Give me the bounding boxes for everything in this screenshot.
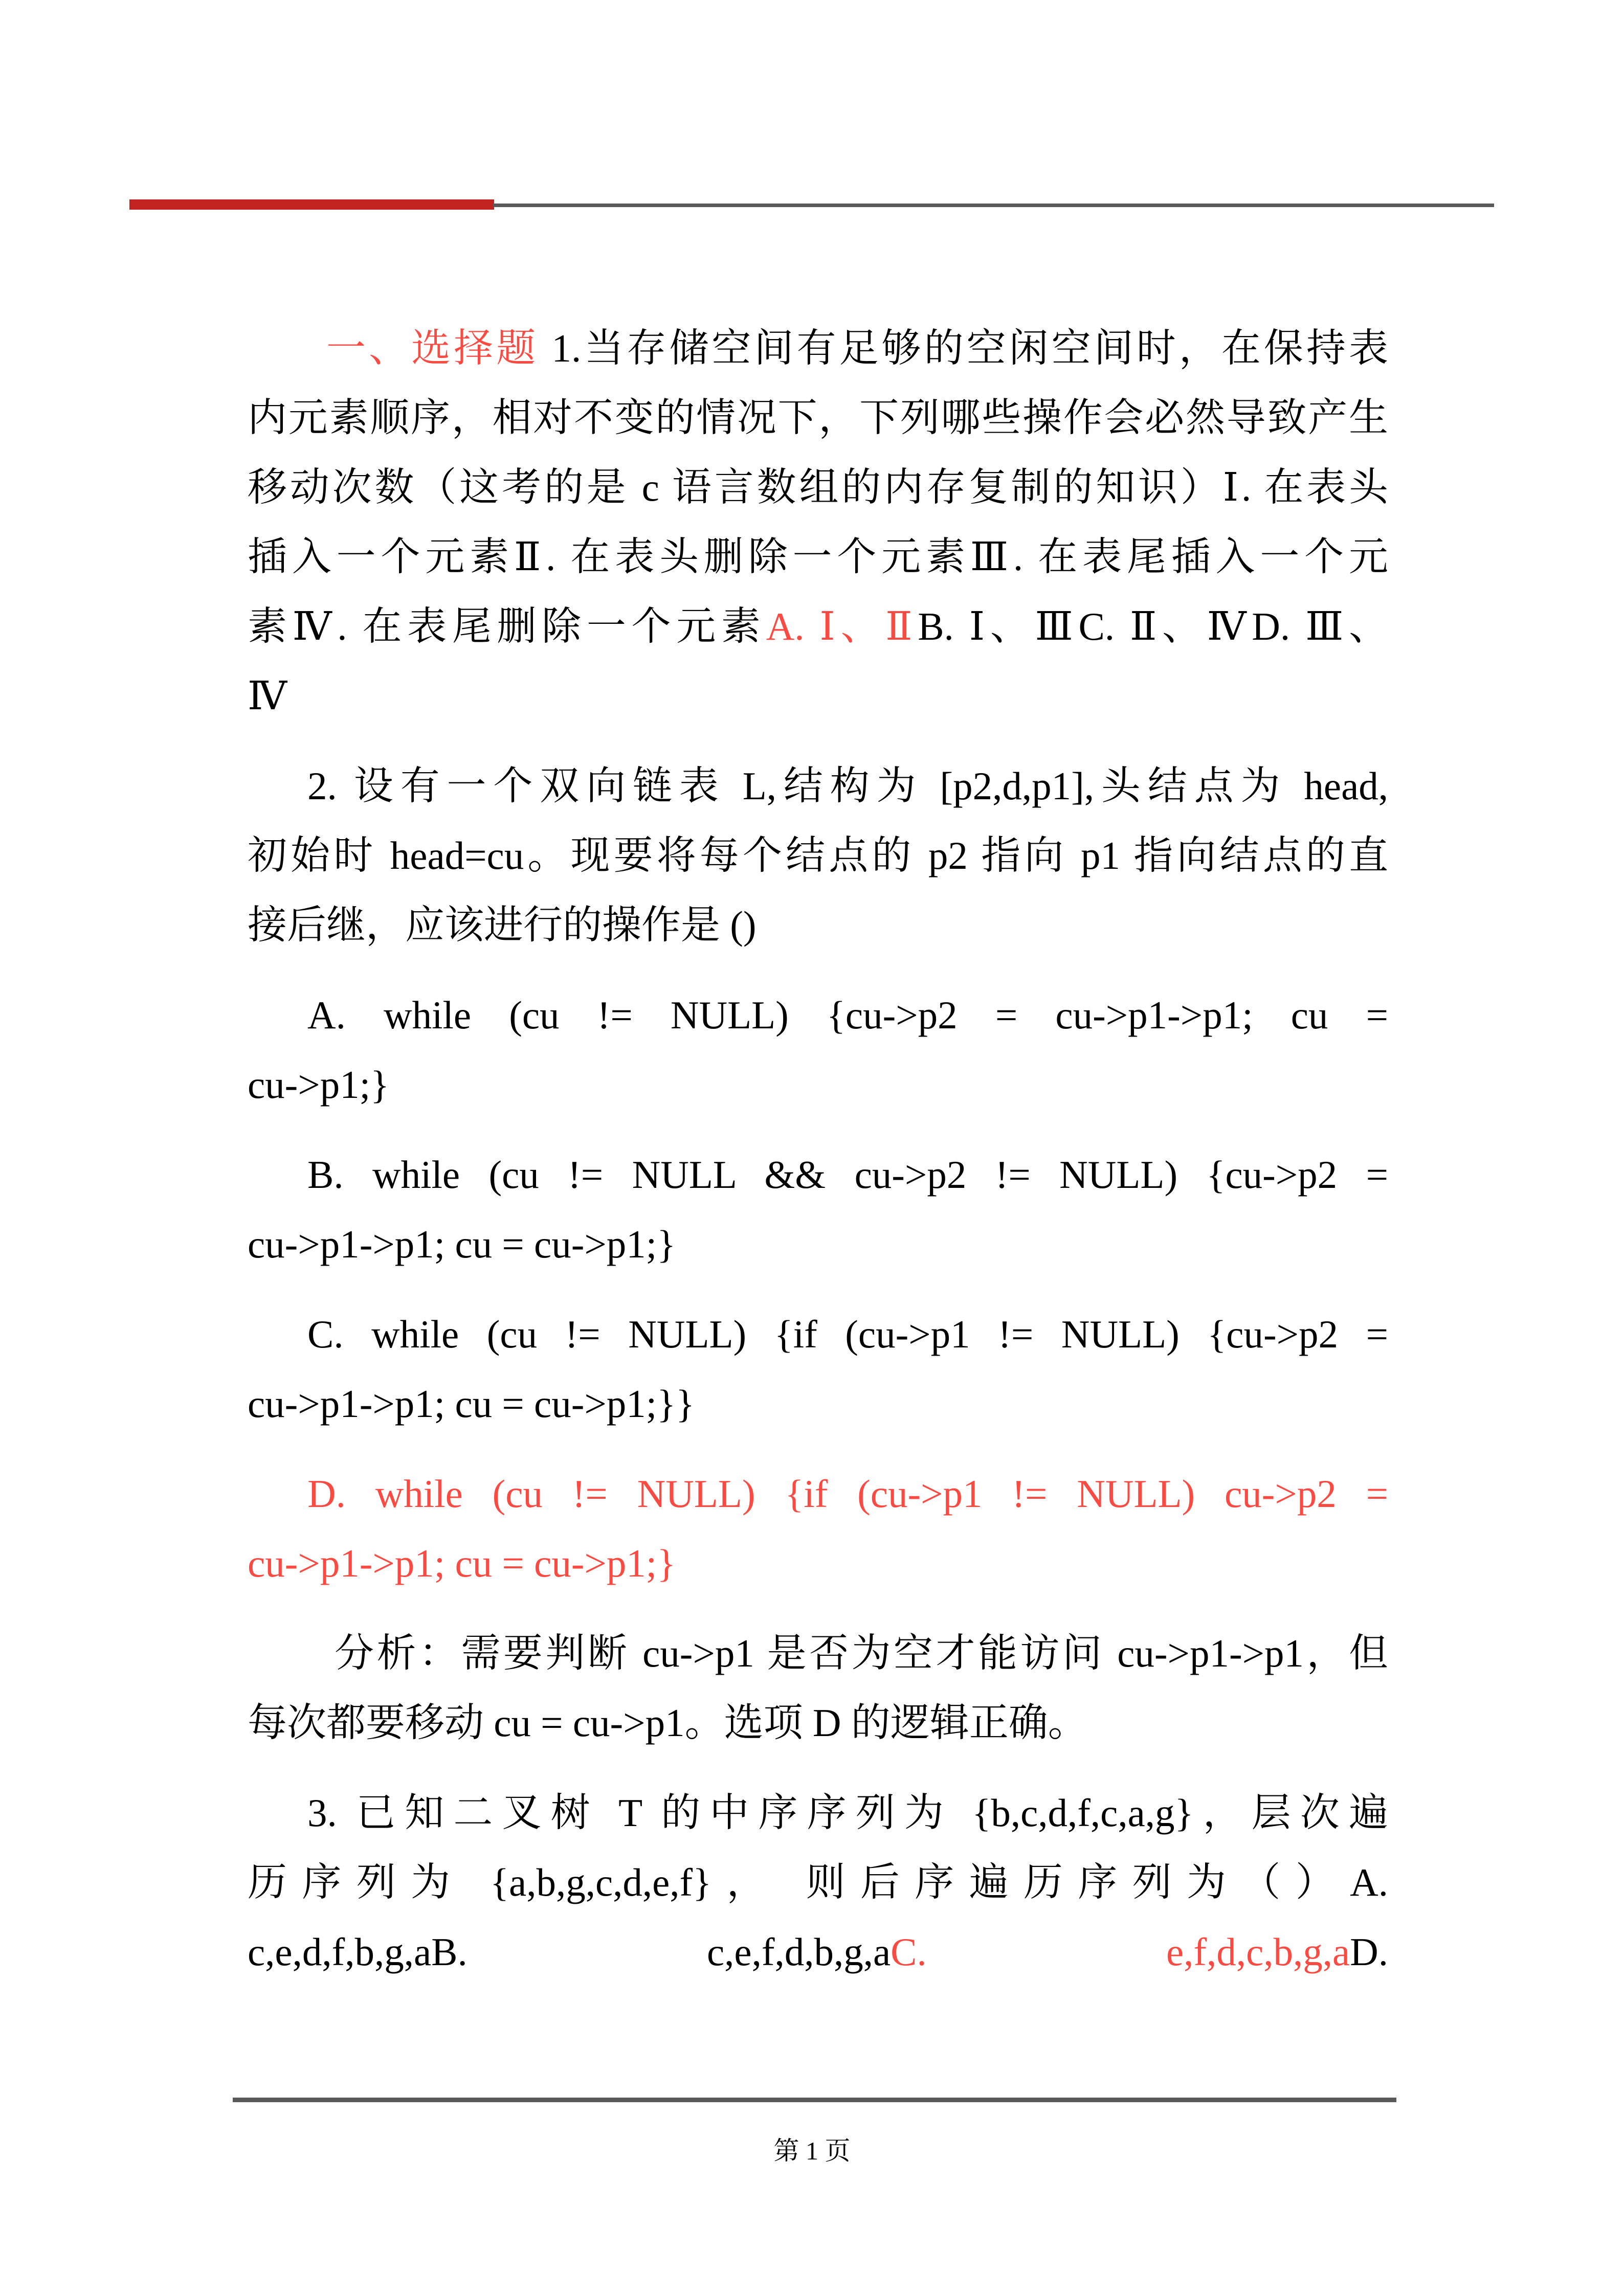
doc-line xyxy=(248,1618,1388,1688)
text-run: 3. 已知二叉树 T 的中序序列为 {b,c,d,f,c,a,g}，层次遍 xyxy=(307,1791,1388,1835)
doc-line xyxy=(248,1050,1388,1119)
code-run: B. while (cu != NULL && cu->p2 != NULL) {cu->p2 = xyxy=(307,1153,1388,1197)
doc-line xyxy=(248,1369,1388,1438)
code-run: cu->p1;} xyxy=(248,1063,390,1107)
doc-line xyxy=(248,661,1388,731)
text-run: 历序列为 {a,b,g,c,d,e,f}， 则后序遍历序列为（）A. xyxy=(248,1860,1388,1904)
text-run: 每次都要移动 cu = cu->p1。选项 D 的逻辑正确。 xyxy=(248,1701,1087,1745)
doc-line xyxy=(248,1848,1388,1917)
doc-line xyxy=(248,1459,1388,1528)
text-run: 2. 设有一个双向链表 L,结构为 [p2,d,p1],头结点为 head, xyxy=(307,764,1388,808)
code-run: cu->p1->p1; cu = cu->p1;} xyxy=(248,1222,676,1266)
header-rule-line xyxy=(493,204,1494,207)
doc-line xyxy=(248,980,1388,1050)
text-run: 接后继，应该进行的操作是 () xyxy=(248,903,757,947)
text-run: 内元素顺序，相对不变的情况下，下列哪些操作会必然导致产生 xyxy=(248,396,1388,440)
code-run: C. while (cu != NULL) {if (cu->p1 != NULL) {cu->p2 = xyxy=(307,1312,1388,1356)
text-run: 移动次数（这考的是 c 语言数组的内存复制的知识）Ⅰ. 在表头 xyxy=(248,465,1388,509)
doc-line xyxy=(248,1209,1388,1279)
question-1 xyxy=(248,313,1388,731)
document-body xyxy=(248,313,1388,2007)
answer-highlight-run: cu->p1->p1; cu = cu->p1;} xyxy=(248,1541,676,1585)
doc-line xyxy=(248,890,1388,960)
text-run: 素Ⅳ. 在表尾删除一个元素 xyxy=(248,604,766,648)
footer-rule-line xyxy=(233,2098,1396,2102)
text-run: D. xyxy=(1350,1930,1388,1974)
option-a xyxy=(248,980,1388,1119)
doc-line xyxy=(248,1688,1388,1758)
doc-line xyxy=(248,313,1388,383)
doc-line xyxy=(248,592,1388,661)
option-d-answer xyxy=(248,1459,1388,1598)
question-2 xyxy=(248,751,1388,960)
question-3 xyxy=(248,1778,1388,1987)
footer-page-number: 第 1 页 xyxy=(773,2136,851,2165)
text-run: 插入一个元素Ⅱ. 在表头删除一个元素Ⅲ. 在表尾插入一个元 xyxy=(248,535,1388,579)
doc-line xyxy=(248,1917,1388,1987)
doc-line xyxy=(248,522,1388,592)
text-run: B. Ⅰ、ⅢC. Ⅱ、ⅣD. Ⅲ、 xyxy=(918,604,1388,648)
text-run: 1.当存储空间有足够的空闲空间时，在保持表 xyxy=(539,326,1388,370)
section-title-run: 一、选择题 xyxy=(326,326,539,370)
analysis-note xyxy=(248,1618,1388,1758)
doc-line xyxy=(248,1299,1388,1369)
doc-line xyxy=(248,1778,1388,1848)
text-run: 分析：需要判断 cu->p1 是否为空才能访问 cu->p1->p1，但 xyxy=(335,1631,1388,1675)
doc-line xyxy=(248,383,1388,453)
doc-line xyxy=(248,1528,1388,1598)
answer-highlight-run: C. e,f,d,c,b,g,a xyxy=(891,1930,1350,1974)
option-b xyxy=(248,1140,1388,1279)
text-run: 初始时 head=cu。现要将每个结点的 p2 指向 p1 指向结点的直 xyxy=(248,834,1388,877)
text-run: Ⅳ xyxy=(248,674,287,718)
header-accent-bar xyxy=(129,199,494,210)
code-run: A. while (cu != NULL) {cu->p2 = cu->p1->p1; cu = xyxy=(307,993,1388,1037)
text-run: c,e,d,f,b,g,aB. c,e,f,d,b,g,a xyxy=(248,1930,891,1974)
doc-line xyxy=(248,821,1388,890)
answer-highlight-run: A. Ⅰ、Ⅱ xyxy=(766,604,918,648)
option-c xyxy=(248,1299,1388,1438)
doc-line xyxy=(248,453,1388,522)
doc-line xyxy=(248,751,1388,821)
doc-line xyxy=(248,1140,1388,1209)
code-run: cu->p1->p1; cu = cu->p1;}} xyxy=(248,1382,695,1426)
answer-highlight-run: D. while (cu != NULL) {if (cu->p1 != NULL) cu->p2 = xyxy=(307,1472,1388,1516)
